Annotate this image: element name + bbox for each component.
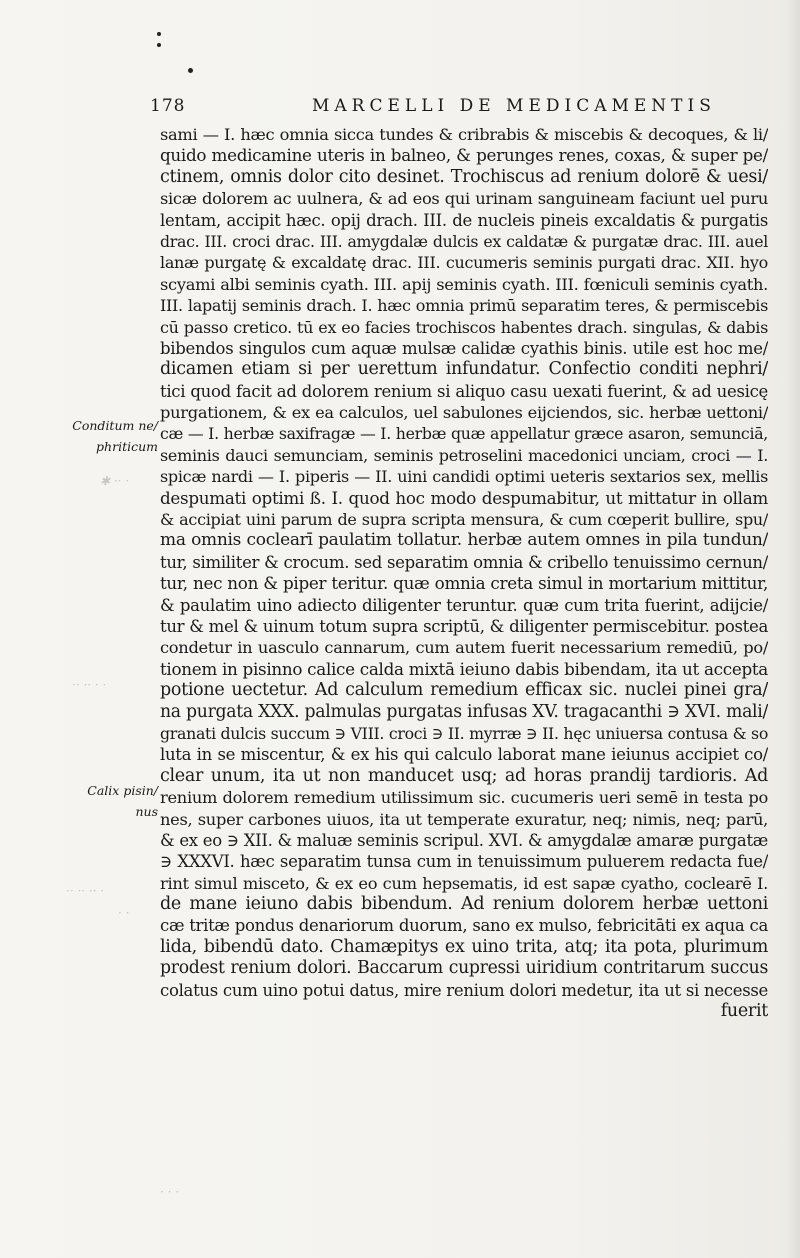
text-line: ∋ XXXVI. hæc separatim tunsa cum in tenuissimum puluerem redacta fue/ xyxy=(160,852,768,872)
text-line: & ex eo ∋ XII. & maluæ seminis scripul. XVI. & amygdalæ amaræ purgatæ xyxy=(160,830,768,850)
text-line: luta in se miscentur, & ex his qui calculo laborat mane ieiunus accipiet co/ xyxy=(160,745,768,765)
text-line: tur & mel & uinum totum supra scriptū, & diligenter permiscebitur. postea xyxy=(160,616,768,636)
text-line: cæ — I. herbæ saxifragæ — I. herbæ quæ appellatur græce asaron, semunciā, xyxy=(160,424,768,444)
text-line: clear unum, ita ut non manducet usq; ad horas prandij tardioris. Ad xyxy=(160,765,768,786)
page-number: 178 xyxy=(150,96,186,116)
ink-speck xyxy=(157,32,161,36)
text-line: nes, super carbones uiuos, ita ut temperate exuratur, neq; nimis, neq; parū, xyxy=(160,809,768,829)
text-line: granati dulcis succum ∋ VIII. croci ∋ II. myrræ ∋ II. hęc uniuersa contusa & so xyxy=(160,723,768,743)
text-line: lentam, accipit hæc. opij drach. III. de nucleis pineis excaldatis & purgatis xyxy=(160,210,768,230)
text-line: prodest renium dolori. Baccarum cupressi uiridium contritarum succus xyxy=(160,958,768,979)
margin-note-line: Calix pisin/ xyxy=(87,783,158,798)
margin-note-calix-pisinnus xyxy=(70,780,158,822)
text-line: bibendos singulos cum aquæ mulsæ calidæ cyathis binis. utile est hoc me/ xyxy=(160,338,768,358)
text-line: condetur in uasculo cannarum, cum autem fuerit necessarium remediū, po/ xyxy=(160,638,768,658)
text-line: dicamen etiam si per uerettum infundatur. Confectio conditi nephri/ xyxy=(160,359,768,380)
ink-speck xyxy=(188,68,193,73)
text-line: ma omnis coclearī paulatim tollatur. herbæ autem omnes in pila tundun/ xyxy=(160,530,768,551)
text-line: lida, bibendū dato. Chamæpitys ex uino trita, atq; ita pota, plurimum xyxy=(160,936,768,957)
text-line: sami — I. hæc omnia sicca tundes & cribrabis & miscebis & decoques, & li/ xyxy=(160,125,768,144)
text-line: cū passo cretico. tū ex eo facies trochiscos habentes drach. singulas, & dabis xyxy=(160,317,768,337)
text-line: sicæ dolorem ac uulnera, & ad eos qui urinam sanguineam faciunt uel puru xyxy=(160,189,768,209)
margin-note-line: Conditum ne/ xyxy=(72,418,158,433)
show-through-mark: ·· ·· ·· · xyxy=(66,884,105,898)
show-through-mark: ·· ·· · · xyxy=(72,678,107,692)
text-line: tici quod facit ad dolorem renium si aliquo casu uexati fuerint, & ad uesicę xyxy=(160,381,768,401)
margin-note-line: phriticum xyxy=(96,439,158,454)
text-line: de mane ieiuno dabis bibendum. Ad renium dolorem herbæ uettoni xyxy=(160,894,768,915)
text-line: cæ tritæ pondus denariorum duorum, sano ex mulso, febricitāti ex aqua ca xyxy=(160,916,768,936)
text-line: III. lapatij seminis drach. I. hæc omnia primū separatim teres, & permiscebis xyxy=(160,296,768,316)
ink-speck xyxy=(157,43,161,47)
text-line: despumati optimi ß. I. quod hoc modo despumabitur, ut mittatur in ollam xyxy=(160,487,768,508)
text-line: ctinem, omnis dolor cito desinet. Trochiscus ad renium dolorē & uesi/ xyxy=(160,166,768,187)
text-line: potione uectetur. Ad calculum remedium efficax sic. nuclei pinei gra/ xyxy=(160,680,768,701)
text-line: renium dolorem remedium utilissimum sic. cucumeris ueri semē in testa po xyxy=(160,788,768,808)
text-line: & accipiat uini parum de supra scripta mensura, & cum cœperit bullire, spu/ xyxy=(160,510,768,530)
text-line: drac. III. croci drac. III. amygdalæ dulcis ex caldatæ & purgatæ drac. III. auel xyxy=(160,231,768,251)
text-line: tur, similiter & crocum. sed separatim omnia & cribello tenuissimo cernun/ xyxy=(160,552,768,572)
running-head: MARCELLI DE MEDICAMENTIS xyxy=(312,96,716,116)
text-line: purgationem, & ex ea calculos, uel sabulones eijciendos, sic. herbæ uettoni/ xyxy=(160,403,768,423)
text-line: rint simul misceto, & ex eo cum hepsematis, id est sapæ cyatho, coclearē I. xyxy=(160,873,768,893)
text-line: lanæ purgatę & excaldatę drac. III. cucumeris seminis purgati drac. XII. hyo xyxy=(160,253,768,273)
text-line: & paulatim uino adiecto diligenter teruntur. quæ cum trita fuerint, adijcie/ xyxy=(160,595,768,615)
show-through-mark: · · · xyxy=(160,1185,180,1199)
show-through-mark: ✱ ·· · xyxy=(100,474,130,488)
body-text xyxy=(160,124,768,1022)
text-line: tur, nec non & piper teritur. quæ omnia creta simul in mortarium mittitur, xyxy=(160,573,768,594)
text-line: colatus cum uino potui datus, mire renium dolori medetur, ita ut si necesse xyxy=(160,980,768,1000)
page-edge-shadow xyxy=(786,0,800,1258)
text-line: quido medicamine uteris in balneo, & perunges renes, coxas, & super pe/ xyxy=(160,145,768,166)
text-line: scyami albi seminis cyath. III. apij seminis cyath. III. fœniculi seminis cyath. xyxy=(160,274,768,294)
text-line: na purgata XXX. palmulas purgatas infusas XV. tragacanthi ∋ XVI. mali/ xyxy=(160,701,768,722)
margin-note-line: nus xyxy=(135,804,158,819)
margin-note-conditum-nephriticum xyxy=(70,415,158,457)
text-line: tionem in pisinno calice calda mixtā ieiuno dabis bibendam, ita ut accepta xyxy=(160,658,768,679)
show-through-mark: · · xyxy=(118,906,130,920)
text-line: seminis dauci semunciam, seminis petroselini macedonici unciam, croci — I. xyxy=(160,445,768,465)
text-line: spicæ nardi — I. piperis — II. uini candidi optimi ueteris sextarios sex, mellis xyxy=(160,467,768,487)
text-line: fuerit xyxy=(720,1001,768,1022)
